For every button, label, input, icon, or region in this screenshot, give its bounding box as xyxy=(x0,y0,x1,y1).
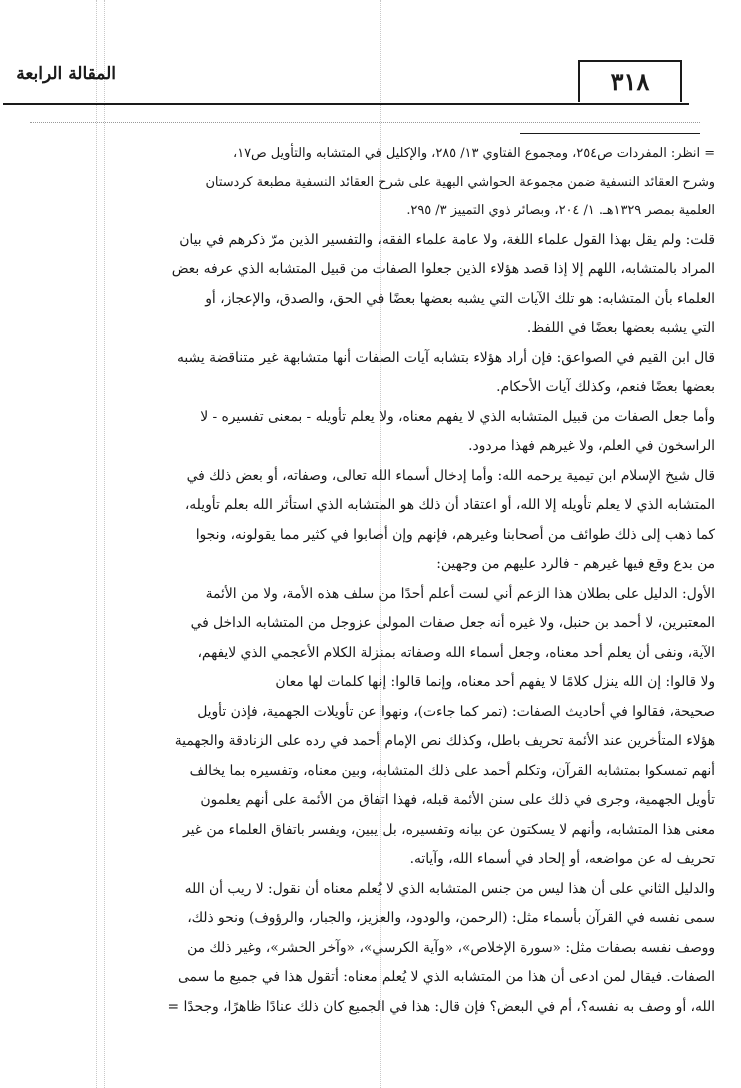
body-line: المتشابه الذي لا يعلم تأويله إلا الله، أو اعتقاد أن ذلك هو المتشابه الذي استأثر الله بعلم تأويله، xyxy=(184,497,715,513)
body-line: هؤلاء المتأخرين عند الأئمة تحريف باطل، وكذلك نص الإمام أحمد في رده على الزنادقة والجهمية xyxy=(174,733,715,749)
footnote-line: وشرح العقائد النسفية ضمن مجموعة الحواشي البهية على شرح العقائد النسفية مطبعة كردستان xyxy=(205,174,715,190)
footnote-line: = انظر: المفردات ص٢٥٤، ومجموع الفتاوي ١٣/ ٢٨٥، والإكليل في المتشابه والتأويل ص١٧، xyxy=(233,146,715,161)
body-line: وأما جعل الصفات من قبيل المتشابه الذي لا يفهم معناه، ولا يعلم تأويله - بمعنى تفسيره - لا xyxy=(200,408,715,425)
body-line: الصفات. فيقال لمن ادعى أن هذا من المتشابه الذي لا يُعلم معناه: أتقول هذا في جميع ما سمى xyxy=(178,969,715,985)
body-line: المراد بالمتشابه، اللهم إلا إذا قصد هؤلاء الذين جعلوا الصفات من قبيل المتشابه الذي عرفه بعض xyxy=(171,261,715,277)
main-body xyxy=(25,226,715,1023)
body-line: قلت: ولم يقل بهذا القول علماء اللغة، ولا عامة علماء الفقه، والتفسير الذين مرّ ذكرهم في بيان xyxy=(179,231,715,248)
body-line: تحريف له عن مواضعه، أو إلحاد في أسماء الله، وآياته. xyxy=(409,851,715,867)
body-line: الأول: الدليل على بطلان هذا الزعم أني لست أعلم أحدًا من سلف هذه الأمة، ولا من الأئمة xyxy=(205,585,715,602)
body-line: كما ذهب إلى ذلك طوائف من أصحابنا وغيرهم، فإنهم وإن أصابوا في كثير مما يقولونه، ونجوا xyxy=(195,526,715,543)
footnote-rule xyxy=(520,133,700,134)
footnote-line: العلمية بمصر ١٣٢٩هـ. ١/ ٢٠٤، وبصائر ذوي التمييز ٣/ ٢٩٥. xyxy=(406,203,715,218)
body-line: صحيحة، فقالوا في أحاديث الصفات: (تمر كما جاءت)، ونهوا عن تأويلات الجهمية، فإذن تأويل xyxy=(197,703,715,720)
body-line: معنى هذا المتشابه، وأنهم لا يسكتون عن بيانه وتفسيره، بل يبين، ويفسر باتفاق العلماء من غير xyxy=(183,821,715,838)
page-text xyxy=(25,140,715,1022)
body-line: الله، أو وصف به نفسه؟، أم في البعض؟ فإن قال: هذا في الجميع كان ذلك عنادًا ظاهرًا، وجحدًا = xyxy=(167,998,715,1015)
page-number-box: ٣١٨ xyxy=(578,60,682,102)
section-title: المقالة الرابعة xyxy=(16,64,116,84)
body-line: من بدع وقع فيها غيرهم - فالرد عليهم من وجهين: xyxy=(436,556,715,572)
body-line: والدليل الثاني على أن هذا ليس من جنس المتشابه الذي لا يُعلم معناه أن نقول: لا ريب أن الله xyxy=(184,880,715,897)
body-line: سمى نفسه في القرآن بأسماء مثل: (الرحمن، والودود، والعزيز، والجبار، والرؤوف) ونحو ذلك، xyxy=(187,910,715,926)
body-line: العلماء بأن المتشابه: هو تلك الآيات التي يشبه بعضها بعضًا في الحق، والصدق، والإعجاز، أو xyxy=(205,290,715,307)
body-line: قال شيخ الإسلام ابن تيمية يرحمه الله: وأما إدخال أسماء الله تعالى، وصفاته، أو بعض ذلك في xyxy=(186,467,715,484)
body-line: تأويل الجهمية، وجرى في ذلك على سنن الأئمة قبله، فهذا اتفاق من الأئمة على أنهم يعلمون xyxy=(200,792,715,808)
body-line: قال ابن القيم في الصواعق: فإن أراد هؤلاء بتشابه آيات الصفات أنها متشابهة غير متناقضة يشبه xyxy=(176,349,715,366)
body-line: أنهم تمسكوا بمتشابه القرآن، وتكلم أحمد على ذلك المتشابه، وبين معناه، وتفسيره بما يخالف xyxy=(189,762,715,779)
body-line: التي يشبه بعضها بعضًا في اللفظ. xyxy=(526,320,715,336)
body-line: ولا قالوا: إن الله ينزل كلامًا لا يفهم أحد معناه، وإنما قالوا: إنها كلمات لها معان xyxy=(275,674,715,690)
body-line: الآية، ونفى أن يعلم أحد معناه، وجعل أسماء الله وصفاته بمنزلة الكلام الأعجمي الذي لايفهم، xyxy=(197,644,715,661)
body-line: ووصف نفسه بصفات مثل: «سورة الإخلاص»، «وآية الكرسي»، «وآخر الحشر»، وغير ذلك من xyxy=(187,939,715,956)
footnote-continued xyxy=(25,140,715,226)
body-line: الراسخون في العلم، ولا غيرهم فهذا مردود. xyxy=(468,438,715,454)
dotted-separator xyxy=(30,122,700,123)
body-line: بعضها بعضًا فنعم، وكذلك آيات الأحكام. xyxy=(496,379,715,395)
header-rule xyxy=(3,103,689,105)
body-line: المعتبرين، لا أحمد بن حنبل، ولا غيره أنه جعل صفات المولى عزوجل من المتشابه الداخل في xyxy=(190,615,715,631)
